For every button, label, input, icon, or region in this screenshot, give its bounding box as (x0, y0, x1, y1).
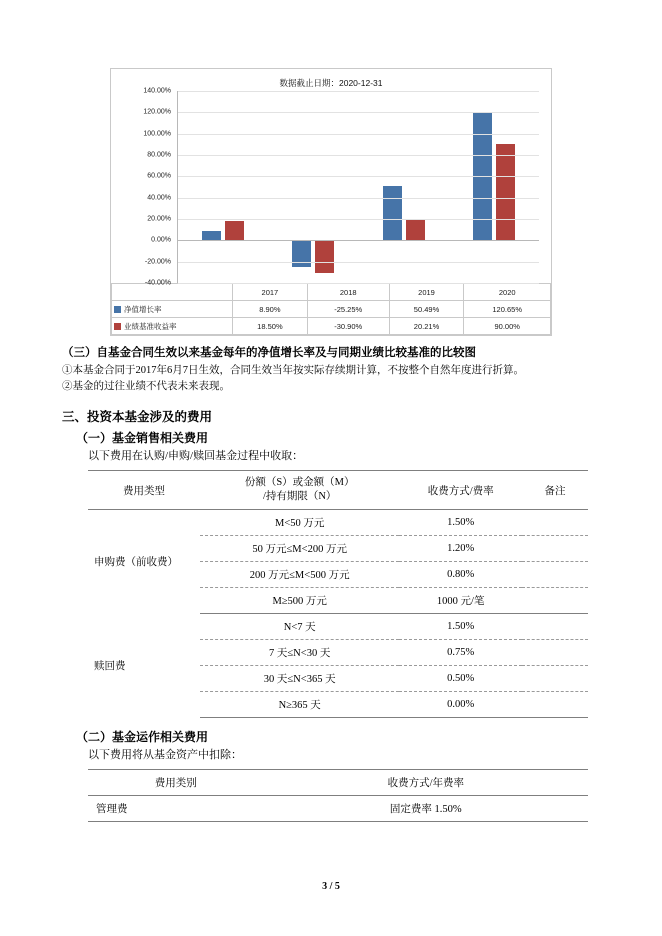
table-header-row (88, 471, 588, 510)
subsection-heading-1: （一）基金销售相关费用 (76, 431, 209, 445)
series-0-value-0: 8.90% (233, 301, 308, 318)
chart-bars (178, 91, 539, 283)
grid-line (178, 112, 539, 113)
fee-rate: 1.50% (399, 614, 522, 640)
chart-plot-area (121, 87, 541, 287)
chart-grid (177, 91, 539, 283)
series-1-value-3: 90.00% (464, 318, 551, 335)
fee-remark (522, 614, 588, 640)
sales-fee-table (88, 470, 588, 718)
grid-line (178, 91, 539, 92)
table-row (88, 796, 588, 822)
table-header-row (88, 770, 588, 796)
chart-table-series-row (112, 318, 551, 335)
grid-line (178, 240, 539, 241)
y-axis-tick: 80.00% (147, 151, 171, 159)
fee-name: 管理费 (88, 796, 264, 822)
fee-condition: M<50 万元 (200, 510, 399, 536)
note-1: ①本基金合同于2017年6月7日生效，合同生效当年按实际存续期计算，不按整个自然年度进行折算。 (62, 365, 524, 376)
col-header-condition (200, 471, 399, 510)
col-header-fee-category: 费用类别 (88, 770, 264, 796)
grid-line (178, 155, 539, 156)
fee-remark (522, 562, 588, 588)
grid-line (178, 283, 539, 284)
col-header-rate: 收费方式/费率 (399, 471, 522, 510)
fee-category-redemption: 赎回费 (94, 661, 126, 672)
y-axis-tick: -20.00% (144, 258, 171, 266)
bar-group (178, 91, 268, 283)
y-axis-tick: -40.00% (144, 279, 171, 287)
col-header-condition-line1: 份额（S）或金额（M） (244, 477, 355, 488)
series-1-name: 业绩基准收益率 (124, 321, 177, 331)
chart-table-col-0: 2017 (233, 284, 308, 301)
y-axis-tick: 0.00% (151, 236, 171, 244)
grid-line (178, 262, 539, 263)
y-axis-tick: 100.00% (143, 130, 171, 138)
series-0-value-3: 120.65% (464, 301, 551, 318)
chart-table-col-3: 2020 (464, 284, 551, 301)
page-footer (0, 881, 662, 892)
fee-remark (522, 692, 588, 718)
grid-line (178, 198, 539, 199)
bar-series-0 (383, 186, 402, 240)
table-row (88, 510, 588, 536)
fee-condition: 50 万元≤M<200 万元 (200, 536, 399, 562)
fee-category-purchase: 申购费（前收费） (94, 557, 178, 569)
col-header-fee-rate: 收费方式/年费率 (264, 770, 588, 796)
legend-swatch-icon (114, 323, 121, 330)
chart-legend-series-1 (112, 318, 233, 335)
fee-rate: 1.20% (399, 536, 522, 562)
fee-condition: N<7 天 (200, 614, 399, 640)
fee-condition: 7 天≤N<30 天 (200, 640, 399, 666)
bar-group (359, 91, 449, 283)
y-axis-tick: 60.00% (147, 172, 171, 180)
note-2: ②基金的过往业绩不代表未来表现。 (62, 381, 230, 392)
fee-remark (522, 588, 588, 614)
operation-fee-table (88, 769, 588, 822)
section-heading-part3: （三）自基金合同生效以来基金每年的净值增长率及与同期业绩比较基准的比较图 (62, 347, 476, 359)
chart-table-header-row (112, 284, 551, 301)
chart-y-axis (121, 87, 175, 287)
subsection-1-intro: 以下费用在认购/申购/赎回基金过程中收取： (88, 450, 304, 462)
series-1-value-1: -30.90% (307, 318, 389, 335)
chart-title: 数据截止日期：2020-12-31 (279, 78, 383, 88)
fee-rate: 0.75% (399, 640, 522, 666)
y-axis-tick: 40.00% (147, 194, 171, 202)
page-number: 3 / 5 (322, 881, 340, 892)
fee-remark (522, 536, 588, 562)
bar-series-1 (406, 219, 425, 241)
chart-table-corner (112, 284, 233, 301)
chart-table-col-1: 2018 (307, 284, 389, 301)
series-0-value-1: -25.25% (307, 301, 389, 318)
fee-rate: 0.80% (399, 562, 522, 588)
chart-table-series-row (112, 301, 551, 318)
series-0-value-2: 50.49% (389, 301, 464, 318)
y-axis-tick: 140.00% (143, 87, 171, 95)
legend-swatch-icon (114, 306, 121, 313)
bar-series-1 (496, 144, 515, 240)
fee-value: 固定费率 1.50% (264, 796, 588, 822)
fee-rate: 1000 元/笔 (399, 588, 522, 614)
bar-group (268, 91, 358, 283)
fee-rate: 0.00% (399, 692, 522, 718)
bar-series-0 (202, 231, 221, 240)
fee-condition: 30 天≤N<365 天 (200, 666, 399, 692)
fee-remark (522, 666, 588, 692)
y-axis-tick: 20.00% (147, 215, 171, 223)
series-1-value-2: 20.21% (389, 318, 464, 335)
series-0-name: 净值增长率 (124, 304, 162, 314)
fee-condition: N≥365 天 (200, 692, 399, 718)
chart-data-table (111, 283, 551, 335)
fee-rate: 1.50% (399, 510, 522, 536)
table-row (88, 614, 588, 640)
y-axis-tick: 120.00% (143, 108, 171, 116)
bar-group (449, 91, 539, 283)
grid-line (178, 176, 539, 177)
performance-chart (110, 68, 552, 336)
subsection-heading-2: （二）基金运作相关费用 (76, 730, 209, 744)
fee-rate: 0.50% (399, 666, 522, 692)
subsection-2-intro: 以下费用将从基金资产中扣除： (88, 749, 242, 761)
grid-line (178, 219, 539, 220)
fee-condition: 200 万元≤M<500 万元 (200, 562, 399, 588)
bar-series-1 (315, 240, 334, 273)
fee-remark (522, 640, 588, 666)
fee-condition: M≥500 万元 (200, 588, 399, 614)
bar-series-0 (292, 240, 311, 267)
col-header-fee-type: 费用类型 (88, 471, 200, 510)
chapter-heading-3: 三、投资本基金涉及的费用 (62, 410, 213, 424)
grid-line (178, 134, 539, 135)
series-1-value-0: 18.50% (233, 318, 308, 335)
fee-remark (522, 510, 588, 536)
chart-table-col-2: 2019 (389, 284, 464, 301)
col-header-condition-line2: /持有期限（N） (262, 491, 337, 502)
bar-series-1 (225, 221, 244, 241)
chart-legend-series-0 (112, 301, 233, 318)
col-header-remark: 备注 (522, 471, 588, 510)
